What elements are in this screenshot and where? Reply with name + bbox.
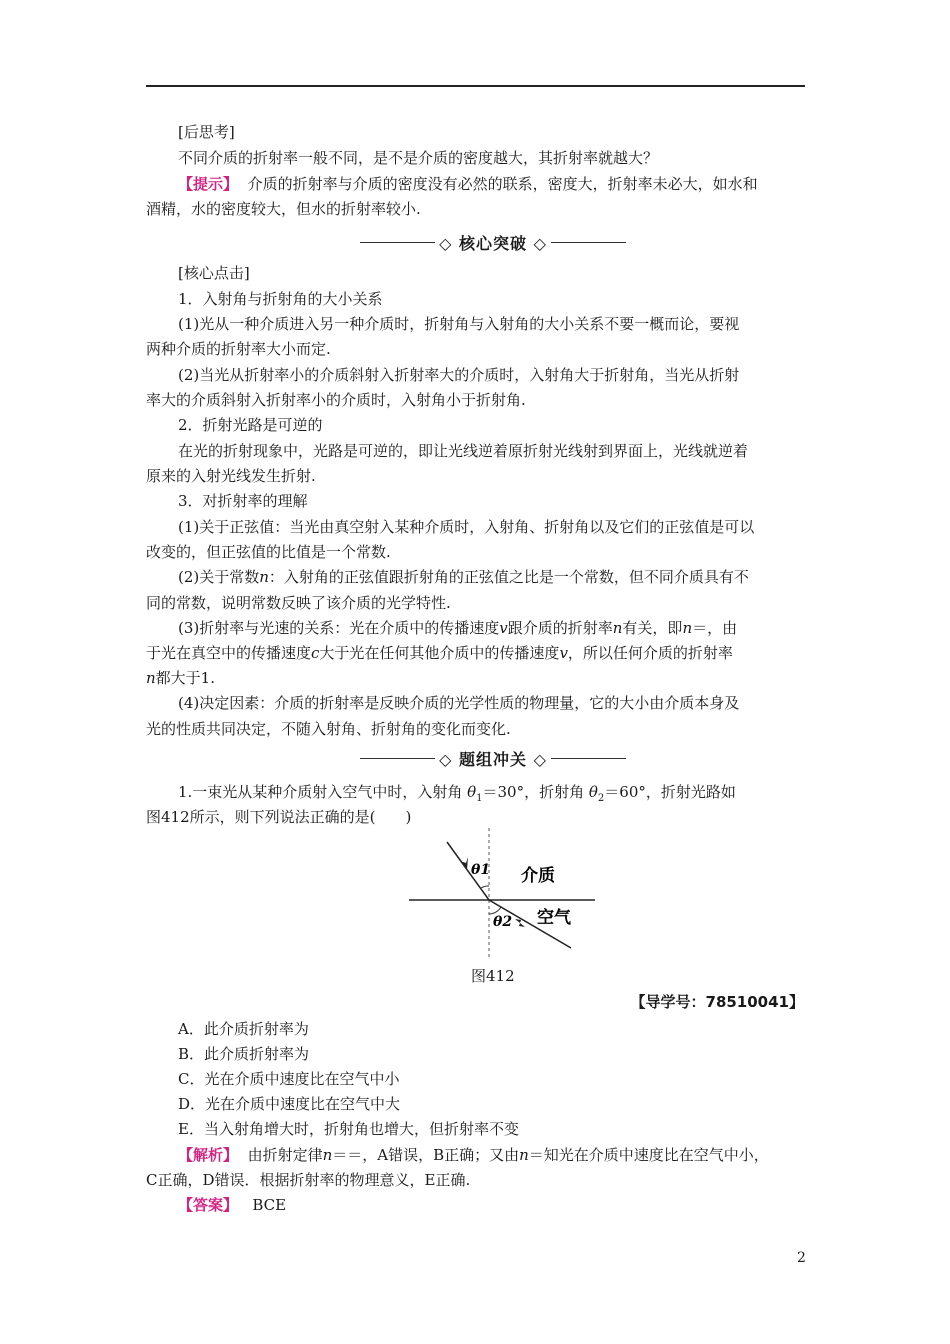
- after-think-heading: [后思考]: [178, 123, 235, 141]
- var-v: v: [559, 644, 568, 662]
- theta1-arc: [481, 886, 489, 888]
- core-p3-d2: 光的性质共同决定，不随入射角、折射角的变化而变化.: [146, 720, 511, 738]
- figure-caption: 图412: [471, 967, 515, 985]
- analysis-line-1: [178, 1145, 769, 1165]
- var-n: n: [259, 568, 269, 586]
- text-run: ＝＝，A错误，B正确；又由: [332, 1146, 520, 1164]
- after-think-question: 不同介质的折射率一般不同，是不是介质的密度越大，其折射率就越大？: [178, 149, 659, 167]
- answer-tag: 【答案】: [178, 1196, 239, 1214]
- theta-symbol: θ: [467, 783, 477, 801]
- subscript: 1: [476, 793, 483, 804]
- text-run: ＝知光在介质中速度比在空气中小，: [528, 1146, 769, 1164]
- section-group: ◇ 题组冲关 ◇: [0, 747, 950, 769]
- core-p3-c2: [146, 643, 733, 663]
- figure-medium-label: 介质: [521, 866, 555, 886]
- hint-line-1: [178, 174, 758, 194]
- header-rule: [146, 85, 805, 87]
- core-p2-1: 在光的折射现象中，光路是可逆的，即让光线逆着原折射光线射到界面上，光线就逆着: [178, 442, 749, 460]
- text-run: 于光在真空中的传播速度: [146, 644, 312, 662]
- option-c: C．光在介质中速度比在空气中小: [178, 1070, 400, 1088]
- text-run: (2)关于常数: [178, 568, 260, 586]
- core-p1-a2: 两种介质的折射率大小而定.: [146, 340, 331, 358]
- text-run: 有关，即: [622, 619, 683, 637]
- option-b: B．此介质折射率为: [178, 1045, 310, 1063]
- core-p1-b2: 率大的介质斜射入折射率小的介质时，入射角小于折射角.: [146, 391, 526, 409]
- text-run: ＝30°，折射角: [482, 783, 585, 801]
- refraction-figure: [405, 828, 605, 958]
- section-group-title: 题组冲关: [459, 749, 528, 769]
- core-p3-b2: 同的常数，说明常数反映了该介质的光学特性.: [146, 594, 451, 612]
- page-number: 2: [797, 1250, 806, 1266]
- text-run: 跟介质的折射率: [507, 619, 613, 637]
- core-p3-c3: [146, 668, 215, 688]
- core-p3-a1: (1)关于正弦值：当光由真空射入某种介质时，入射角、折射角以及它们的正弦值是可以: [178, 518, 755, 536]
- core-heading: [核心点击]: [178, 264, 250, 282]
- figure-theta2: θ2: [493, 914, 513, 930]
- theta2-arc: [489, 907, 501, 914]
- text-run: 都大于1.: [155, 669, 215, 687]
- text-run: (3)折射率与光速的关系：光在介质中的传播速度: [178, 619, 500, 637]
- figure-theta1: θ1: [471, 862, 491, 878]
- core-p3-c1: [178, 618, 737, 638]
- answer-line: [178, 1195, 286, 1215]
- figure-air-label: 空气: [537, 908, 571, 928]
- q1-line-2: 图412所示，则下列说法正确的是( ): [146, 808, 412, 826]
- var-v: v: [499, 619, 508, 637]
- var-c: c: [311, 644, 320, 662]
- hint-text: 介质的折射率与介质的密度没有必然的联系，密度大，折射率未必大，如水和: [247, 175, 758, 193]
- incident-arrow-icon: [460, 857, 468, 870]
- core-p1-b1: (2)当光从折射率小的介质斜射入折射率大的介质时，入射角大于折射角，当光从折射: [178, 366, 740, 384]
- text-run: ，所以任何介质的折射率: [567, 644, 733, 662]
- subscript: 2: [597, 793, 605, 804]
- hint-tag: 【提示】: [178, 175, 239, 193]
- option-e: E．当入射角增大时，折射角也增大，但折射率不变: [178, 1120, 519, 1138]
- hint-line-2: 酒精，水的密度较大，但水的折射率较小.: [146, 200, 421, 218]
- core-p3-title: 3．对折射率的理解: [178, 492, 308, 510]
- core-p2-title: 2．折射光路是可逆的: [178, 416, 323, 434]
- core-p1-title: 1．入射角与折射角的大小关系: [178, 290, 383, 308]
- core-p3-b1: [178, 567, 749, 587]
- option-d: D．光在介质中速度比在空气中大: [178, 1095, 401, 1113]
- core-p3-d1: (4)决定因素：介质的折射率是反映介质的光学性质的物理量，它的大小由介质本身及: [178, 694, 740, 712]
- core-p3-a2: 改变的，但正弦值的比值是一个常数.: [146, 543, 391, 561]
- text-run: ＝，由: [692, 619, 738, 637]
- section-core-title: 核心突破: [459, 233, 528, 253]
- guide-number: 【导学号：78510041】: [630, 993, 804, 1011]
- text-run: 大于光在任何其他介质中的传播速度: [319, 644, 560, 662]
- text-run: 1.一束光从某种介质射入空气中时，入射角: [178, 783, 463, 801]
- var-n: n: [612, 619, 623, 637]
- var-n: n: [146, 669, 156, 687]
- var-n: n: [682, 619, 693, 637]
- text-run: ：入射角的正弦值跟折射角的正弦值之比是一个常数，但不同介质具有不: [268, 568, 749, 586]
- var-n: n: [519, 1146, 529, 1164]
- option-a: A．此介质折射率为: [178, 1020, 309, 1038]
- text-run: 由折射定律: [247, 1146, 323, 1164]
- analysis-line-2: C正确，D错误．根据折射率的物理意义，E正确.: [146, 1171, 471, 1189]
- theta-symbol: θ: [588, 783, 598, 801]
- core-p1-a1: (1)光从一种介质进入另一种介质时，折射角与入射角的大小关系不要一概而论，要视: [178, 315, 740, 333]
- section-core: ◇ 核心突破 ◇: [0, 231, 950, 253]
- analysis-tag: 【解析】: [178, 1146, 239, 1164]
- core-p2-2: 原来的入射光线发生折射.: [146, 467, 316, 485]
- var-n: n: [322, 1146, 333, 1164]
- answer-value: BCE: [252, 1196, 287, 1214]
- q1-line-1: [178, 782, 736, 809]
- text-run: ＝60°，折射光路如: [604, 783, 736, 801]
